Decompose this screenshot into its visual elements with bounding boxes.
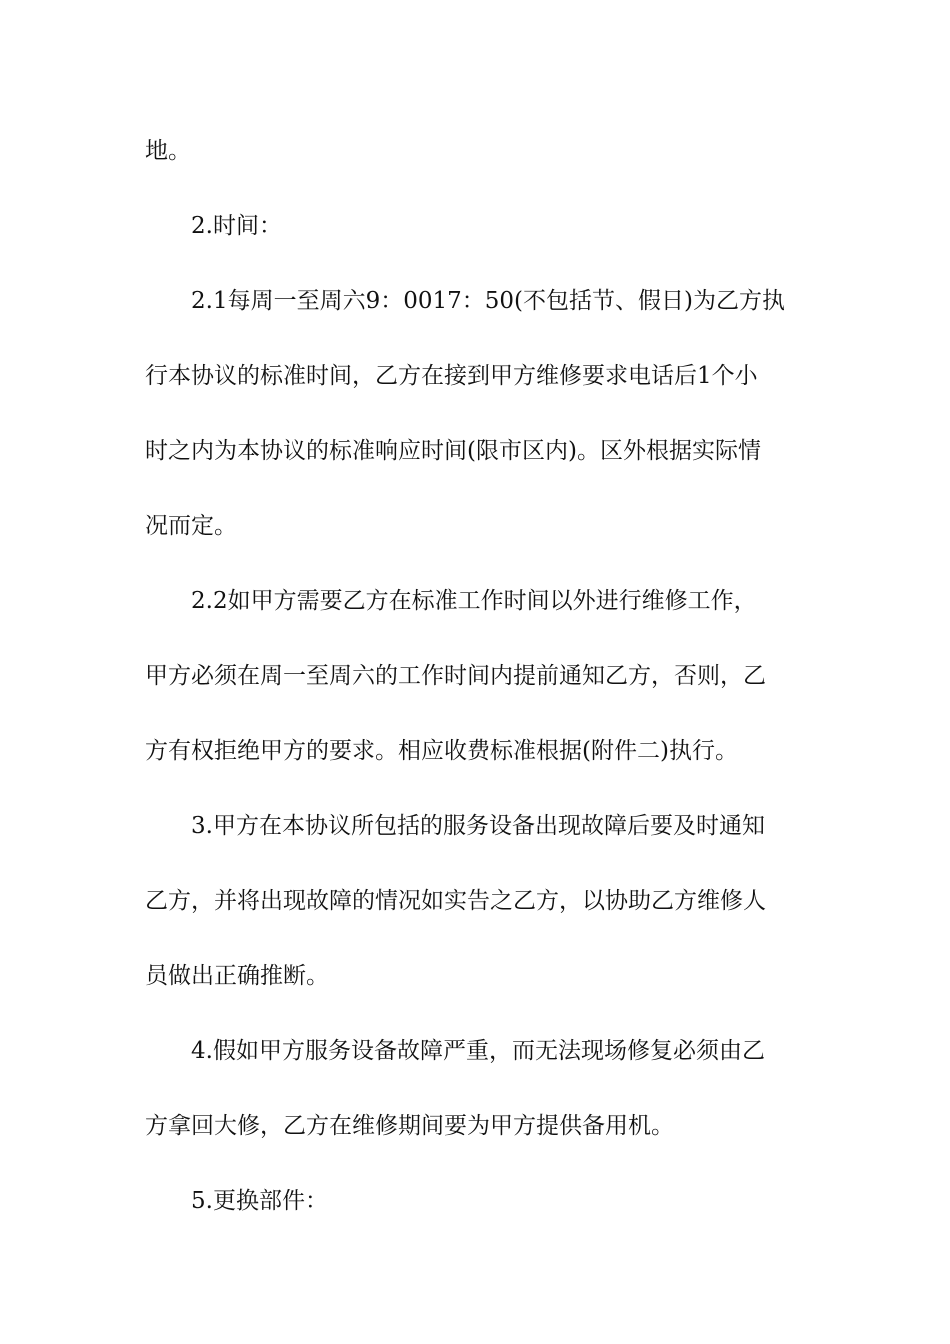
section-heading: 2.时间： [191, 213, 282, 239]
text-line: 乙方，并将出现故障的情况如实告之乙方，以协助乙方维修人 [145, 888, 766, 914]
text-line: 3.甲方在本协议所包括的服务设备出现故障后要及时通知 [191, 813, 765, 839]
text-line: 时之内为本协议的标准响应时间(限市区内)。区外根据实际情 [145, 438, 761, 464]
text-line: 4.假如甲方服务设备故障严重，而无法现场修复必须由乙 [191, 1038, 765, 1064]
text-line: 甲方必须在周一至周六的工作时间内提前通知乙方，否则，乙 [145, 663, 766, 689]
section-heading: 5.更换部件： [191, 1188, 328, 1214]
text-line: 方有权拒绝甲方的要求。相应收费标准根据(附件二)执行。 [145, 738, 738, 764]
text-line: 方拿回大修，乙方在维修期间要为甲方提供备用机。 [145, 1113, 674, 1139]
text-line: 2.2如甲方需要乙方在标准工作时间以外进行维修工作， [191, 588, 757, 614]
text-line: 地。 [145, 138, 191, 164]
text-line: 2.1每周一至周六9：0017：50(不包括节、假日)为乙方执 [191, 288, 785, 314]
text-line: 员做出正确推断。 [145, 963, 329, 989]
text-line: 况而定。 [145, 513, 237, 539]
text-line: 行本协议的标准时间，乙方在接到甲方维修要求电话后1个小 [145, 363, 758, 389]
